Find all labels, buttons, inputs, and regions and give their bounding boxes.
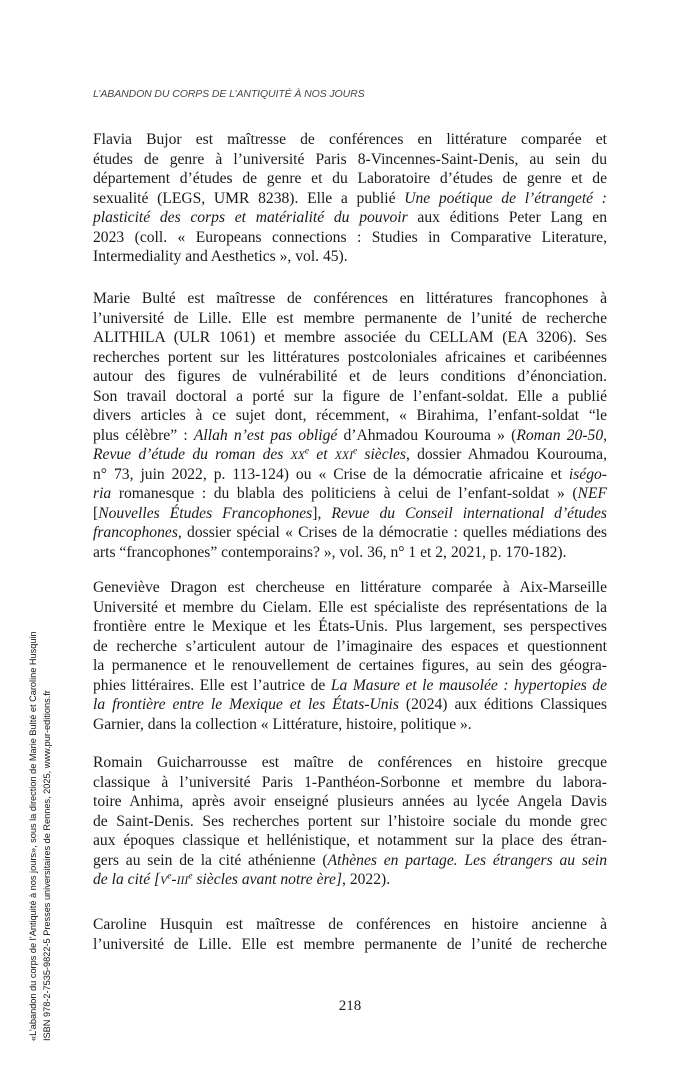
italic-text-segment: iségo-	[568, 465, 607, 483]
text-segment: d’Ahmadou Kourouma » (	[337, 426, 517, 444]
text-segment: département d’études de genre et du Laboratoire d’études de genre et de	[93, 170, 607, 187]
running-header: L’ABANDON DU CORPS DE L’ANTIQUITÉ À NOS JOURS	[93, 88, 365, 100]
text-segment: Université et membre du Cielam. Elle est spécialiste des représentations de la	[93, 598, 607, 616]
bio-romain-guicharrousse	[93, 753, 607, 890]
text-segment: ALITHILA (ULR 1061) et membre associée du CELLAM (EA 3206). Ses	[93, 329, 607, 346]
italic-text-segment: XXI	[334, 449, 353, 462]
text-line	[93, 812, 607, 832]
text-segment: classique à l’université Paris 1-Panthéon-Sorbonne et membre du labora-	[93, 773, 607, 791]
italic-text-segment: Nouvelles Études Francophones	[98, 504, 313, 522]
page-number: 218	[338, 998, 362, 1014]
text-line	[93, 169, 607, 189]
side-note-isbn-line: ISBN 978-2-7535-9822-5 Presses universitaires de Rennes, 2025, www.pur-editions.fr	[41, 690, 52, 1041]
italic-text-segment: La Masure et le mausolée : hypertopies de	[330, 676, 607, 694]
text-segment: de Saint-Denis. Ses recherches portent sur l’histoire sociale du monde grec	[93, 812, 607, 830]
text-segment: [	[93, 504, 99, 522]
text-line	[93, 247, 607, 267]
bio-marie-bulte	[93, 289, 607, 562]
text-segment: aux époques classique et hellénistique, et notamment sur la place des étran-	[93, 832, 607, 849]
bio-genevieve-dragon	[93, 578, 607, 734]
text-line	[93, 773, 607, 793]
text-segment: recherches portent sur les littératures postcoloniales africaines et caribéennes	[93, 348, 607, 366]
text-line	[93, 851, 607, 871]
side-note-title-line: «L’abandon du corps de l’Antiquité à nos jours», sous la direction de Marie Bulté et Caroline Husquin	[28, 631, 38, 1041]
text-segment: toire Anhima, après avoir enseigné plusieurs années au lycée Angela Davis	[93, 793, 607, 810]
text-line	[93, 228, 607, 248]
text-line	[93, 328, 607, 348]
italic-text-segment: Une poétique de l’étrangeté :	[404, 189, 607, 207]
italic-text-segment: Roman 20-50,	[516, 426, 608, 444]
bio-flavia-bujor	[93, 130, 607, 267]
text-segment: n° 73, juin 2022, p. 113-124) ou « Crise de la démocratie africaine et	[93, 465, 569, 483]
text-segment: la permanence et le renouvellement de certaines figures, au sein des géogra-	[93, 657, 607, 674]
italic-text-segment: Athènes en partage. Les étrangers au sein	[327, 851, 607, 869]
text-line	[93, 935, 607, 955]
text-segment: ],	[312, 504, 332, 522]
text-line	[93, 715, 607, 735]
text-line	[93, 504, 607, 524]
text-segment: l’université de Lille. Elle est membre permanente de l’unité de recherche	[93, 935, 607, 953]
text-segment: Son travail doctoral a porté sur la figure de l’enfant-soldat. Elle a publié	[93, 387, 607, 405]
italic-text-segment: NEF	[577, 485, 607, 502]
text-line	[93, 870, 607, 890]
text-segment: sexualité (LEGS, UMR 8238). Elle a publié	[93, 189, 405, 207]
italic-text-segment: e	[167, 871, 172, 882]
text-line	[93, 792, 607, 812]
italic-text-segment: plasticité des corps et matérialité du pouvoir	[93, 209, 408, 226]
text-line	[93, 426, 607, 446]
text-line	[93, 130, 607, 150]
text-segment: autour des figures de vulnérabilité et de leurs conditions d’énonciation.	[93, 368, 607, 385]
text-segment: , dossier Ahmadou Kourouma,	[405, 446, 607, 463]
text-segment: Caroline Husquin est maîtresse de conférences en histoire ancienne à	[93, 916, 607, 933]
text-line	[93, 465, 607, 485]
side-copyright-note	[27, 571, 54, 1041]
text-line	[93, 598, 607, 618]
italic-text-segment: e	[352, 446, 358, 457]
italic-text-segment: e	[188, 871, 193, 882]
text-line	[93, 695, 607, 715]
text-segment: aux éditions Peter Lang en	[407, 209, 607, 226]
text-segment: (2024) aux éditions Classiques	[398, 696, 607, 713]
text-segment: arts “francophones” contemporains? », vol. 36, n° 1 et 2, 2021, p. 170-182).	[93, 543, 567, 561]
text-line	[93, 208, 607, 228]
italic-text-segment: la frontière entre le Mexique et les États-Unis	[93, 696, 399, 713]
text-segment: études de genre à l’université Paris 8-Vincennes-Saint-Denis, au sein du	[93, 150, 607, 168]
text-line	[93, 617, 607, 637]
text-segment: de recherche s’articulent autour de l’imaginaire des espaces et questionnent	[93, 637, 607, 655]
text-line	[93, 367, 607, 387]
text-segment: , 2022).	[342, 871, 391, 888]
italic-text-segment: Revue du Conseil international d’études	[331, 504, 607, 522]
text-segment: l’université de Lille. Elle est membre permanente de l’unité de recherche	[93, 309, 607, 327]
italic-text-segment: siècles	[357, 446, 406, 463]
text-segment: Flavia Bujor est maîtresse de conférences en littérature comparée et	[93, 131, 607, 148]
text-line	[93, 656, 607, 676]
text-line	[93, 406, 607, 426]
text-line	[93, 676, 607, 696]
text-segment: romanesque : du blabla des politiciens à celui de l’enfant-soldat » (	[111, 485, 578, 502]
text-segment: Romain Guicharrousse est maître de conférences en histoire grecque	[93, 754, 607, 771]
text-line	[93, 309, 607, 329]
italic-text-segment: francophones	[93, 524, 178, 541]
bio-caroline-husquin	[93, 915, 607, 954]
text-line	[93, 445, 607, 465]
text-line	[93, 484, 607, 504]
italic-text-segment: de la cité [	[93, 871, 161, 888]
text-segment: Marie Bulté est maîtresse de conférences en littératures francophones à	[93, 290, 607, 307]
italic-text-segment: e	[304, 446, 310, 457]
text-segment: Garnier, dans la collection « Littérature, histoire, politique ».	[93, 715, 472, 733]
italic-text-segment: siècles avant notre ère]	[192, 871, 343, 888]
text-segment: 2023 (coll. « Europeans connections : Studies in Comparative Literature,	[93, 228, 607, 246]
text-segment: frontière entre le Mexique et les États-Unis. Plus largement, ses perspectives	[93, 618, 607, 635]
italic-text-segment: ria	[93, 485, 112, 502]
text-segment: Geneviève Dragon est chercheuse en littérature comparée à Aix-Marseille	[93, 579, 607, 596]
text-segment: gers au sein de la cité athénienne (	[93, 851, 328, 869]
text-line	[93, 831, 607, 851]
text-segment: Intermediality and Aesthetics », vol. 45).	[93, 248, 348, 265]
text-segment: divers articles à ce sujet dont, récemment, « Birahima, l’enfant-soldat “le	[93, 407, 607, 424]
text-line	[93, 289, 607, 309]
text-line	[93, 753, 607, 773]
italic-text-segment: et	[309, 446, 335, 463]
text-line	[93, 543, 607, 563]
text-line	[93, 348, 607, 368]
text-line	[93, 915, 607, 935]
italic-text-segment: XX	[290, 449, 305, 462]
text-segment: phies littéraires. Elle est l’autrice de	[93, 676, 331, 694]
italic-text-segment: Revue d’étude du roman des	[93, 446, 291, 463]
italic-text-segment: III	[176, 874, 189, 887]
text-segment: , dossier spécial « Crises de la démocratie : quelles médiations des	[177, 524, 607, 541]
text-line	[93, 578, 607, 598]
text-line	[93, 523, 607, 543]
text-line	[93, 387, 607, 407]
text-line	[93, 637, 607, 657]
text-line	[93, 189, 607, 209]
text-segment: plus célèbre” :	[93, 426, 194, 444]
italic-text-segment: Allah n’est pas obligé	[193, 426, 338, 444]
italic-text-segment: V	[160, 874, 168, 887]
text-line	[93, 150, 607, 170]
italic-text-segment: -	[171, 871, 177, 888]
